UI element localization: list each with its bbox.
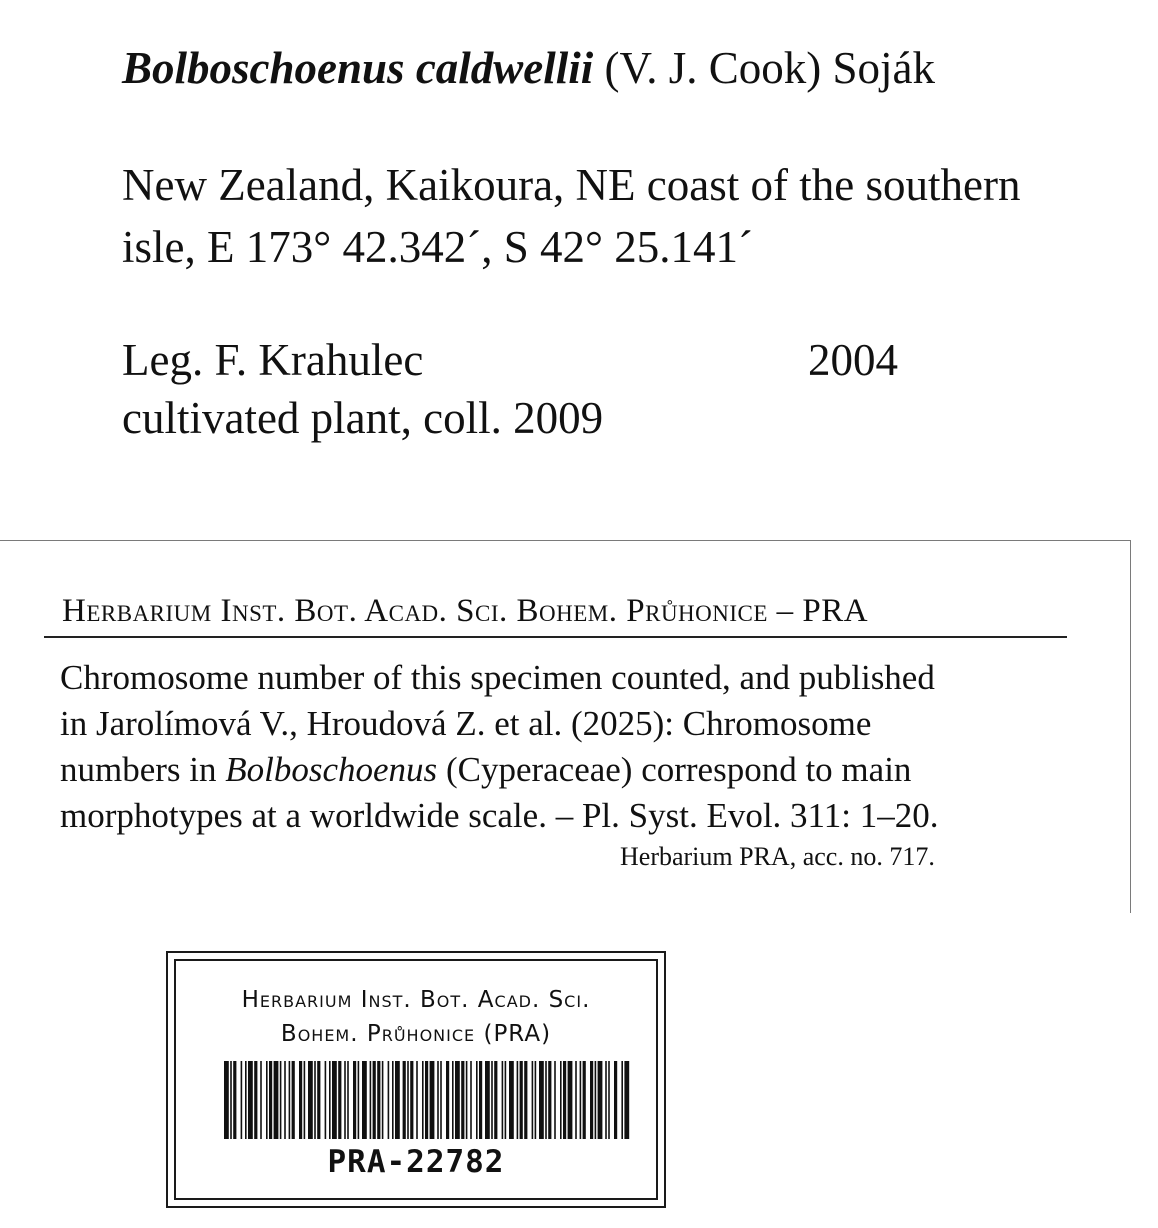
locality-line-2: isle, E 173° 42.342´, S 42° 25.141´ (122, 222, 753, 272)
barcode-bar (505, 1061, 507, 1139)
barcode-bar (485, 1061, 490, 1139)
barcode-bar (373, 1061, 376, 1139)
barcode-bar (455, 1061, 460, 1139)
barcode-bar (338, 1061, 341, 1139)
species-name: Bolboschoenus caldwellii (122, 43, 594, 93)
chromosome-text-line-2: in Jarolímová V., Hroudová Z. et al. (2025): Chromosome (60, 704, 872, 743)
barcode-bar (284, 1061, 286, 1139)
chromosome-text-line-1: Chromosome number of this specimen counted, and published (60, 658, 935, 697)
barcode-bar (580, 1061, 582, 1139)
barcode-bar (532, 1061, 534, 1139)
genus-name: Bolboschoenus (225, 750, 438, 789)
barcode-bar (382, 1061, 384, 1139)
barcode-bar (245, 1061, 247, 1139)
barcode-bar (494, 1061, 497, 1139)
barcode-bar (440, 1061, 442, 1139)
species-line (122, 43, 935, 93)
barcode-bar (230, 1061, 232, 1139)
field-label (0, 0, 1158, 540)
barcode-bar (254, 1061, 257, 1139)
line-3-before: numbers in (60, 750, 226, 789)
barcode-number: PRA-22782 (327, 1144, 505, 1180)
barcode-bar (403, 1061, 406, 1139)
barcode-sticker (166, 951, 666, 1208)
barcode-bar (416, 1061, 418, 1139)
barcode-bar (563, 1061, 566, 1139)
barcode-bar (314, 1061, 316, 1139)
barcode-bar (509, 1061, 514, 1139)
barcode-herbarium-line-1: Herbarium Inst. Bot. Acad. Sci. (241, 987, 591, 1013)
barcode-bar (461, 1061, 464, 1139)
barcode-bar (388, 1061, 390, 1139)
barcode-bar (520, 1061, 523, 1139)
barcode-bar (280, 1061, 282, 1139)
barcode-bar (491, 1061, 493, 1139)
barcode-bar (560, 1061, 562, 1139)
barcode-bar (554, 1061, 556, 1139)
accession-number: Herbarium PRA, acc. no. 717. (620, 842, 935, 871)
barcode-bar (353, 1061, 356, 1139)
barcode-bar (347, 1061, 349, 1139)
barcode-bar (575, 1061, 577, 1139)
barcode-bar (605, 1061, 607, 1139)
locality-line-1: New Zealand, Kaikoura, NE coast of the southern (122, 160, 1021, 210)
collector: Leg. F. Krahulec (122, 335, 424, 385)
barcode-bar (260, 1061, 262, 1139)
barcode-bar (595, 1061, 597, 1139)
barcode-herbarium-line-2: Bohem. Průhonice (PRA) (280, 1021, 552, 1047)
barcode-bar (329, 1061, 331, 1139)
line-3-after: (Cyperaceae) correspond to main (437, 750, 912, 789)
barcode-bar (535, 1061, 537, 1139)
barcode-bar (621, 1061, 623, 1139)
chromosome-text-line-3 (60, 752, 911, 787)
barcode-bar (590, 1061, 593, 1139)
barcode-bar (395, 1061, 400, 1139)
barcode-bar (289, 1061, 291, 1139)
header-divider (44, 636, 1067, 638)
species-authority: (V. J. Cook) Soják (593, 43, 935, 93)
chromosome-text-line-4: morphotypes at a worldwide scale. – Pl. Syst. Evol. 311: 1–20. (60, 796, 939, 835)
barcode-bar (524, 1061, 527, 1139)
barcode-bar (476, 1061, 478, 1139)
barcode-bar (370, 1061, 372, 1139)
barcode-bar (274, 1061, 279, 1139)
barcode-bar (437, 1061, 439, 1139)
barcode-bar (466, 1061, 468, 1139)
barcode-bar (299, 1061, 302, 1139)
barcode-bar (583, 1061, 586, 1139)
barcode-bar (332, 1061, 337, 1139)
barcode-bar (545, 1061, 547, 1139)
barcode-bar (470, 1061, 472, 1139)
chromosome-label (0, 540, 1131, 913)
barcode-bar (241, 1061, 243, 1139)
barcode-bar (304, 1061, 306, 1139)
barcode-bar (224, 1061, 229, 1139)
barcode-bar (568, 1061, 573, 1139)
barcode-bar (269, 1061, 272, 1139)
barcode-sticker-frame (174, 959, 658, 1200)
collection-year: 2004 (808, 335, 898, 385)
barcode-bar (425, 1061, 428, 1139)
barcode-bar (410, 1061, 413, 1139)
barcode-bar (392, 1061, 394, 1139)
barcode-bar (317, 1061, 320, 1139)
barcode-bar (248, 1061, 253, 1139)
barcode-bar (608, 1061, 610, 1139)
barcode-bar (479, 1061, 482, 1139)
barcode-bar (308, 1061, 313, 1139)
herbarium-header: Herbarium Inst. Bot. Acad. Sci. Bohem. Průhonice – PRA (62, 593, 869, 629)
barcode-graphic (224, 1061, 634, 1139)
barcode-bar (452, 1061, 454, 1139)
cultivation-note: cultivated plant, coll. 2009 (122, 393, 604, 443)
barcode-bar (377, 1061, 380, 1139)
barcode-bar (358, 1061, 360, 1139)
barcode-bar (517, 1061, 519, 1139)
barcode-bar (614, 1061, 617, 1139)
barcode-bar (407, 1061, 409, 1139)
barcode-bar (502, 1061, 504, 1139)
barcode-bar (598, 1061, 603, 1139)
barcode-bar (266, 1061, 268, 1139)
barcode-bar (446, 1061, 449, 1139)
barcode-bar (325, 1061, 327, 1139)
barcode-bar (344, 1061, 346, 1139)
barcode-bar (624, 1061, 629, 1139)
barcode-bar (430, 1061, 435, 1139)
barcode-bar (422, 1061, 424, 1139)
barcode-bar (362, 1061, 367, 1139)
barcode-bar (292, 1061, 295, 1139)
barcode-bar (233, 1061, 236, 1139)
barcode-bar (539, 1061, 544, 1139)
barcode-bar (548, 1061, 551, 1139)
